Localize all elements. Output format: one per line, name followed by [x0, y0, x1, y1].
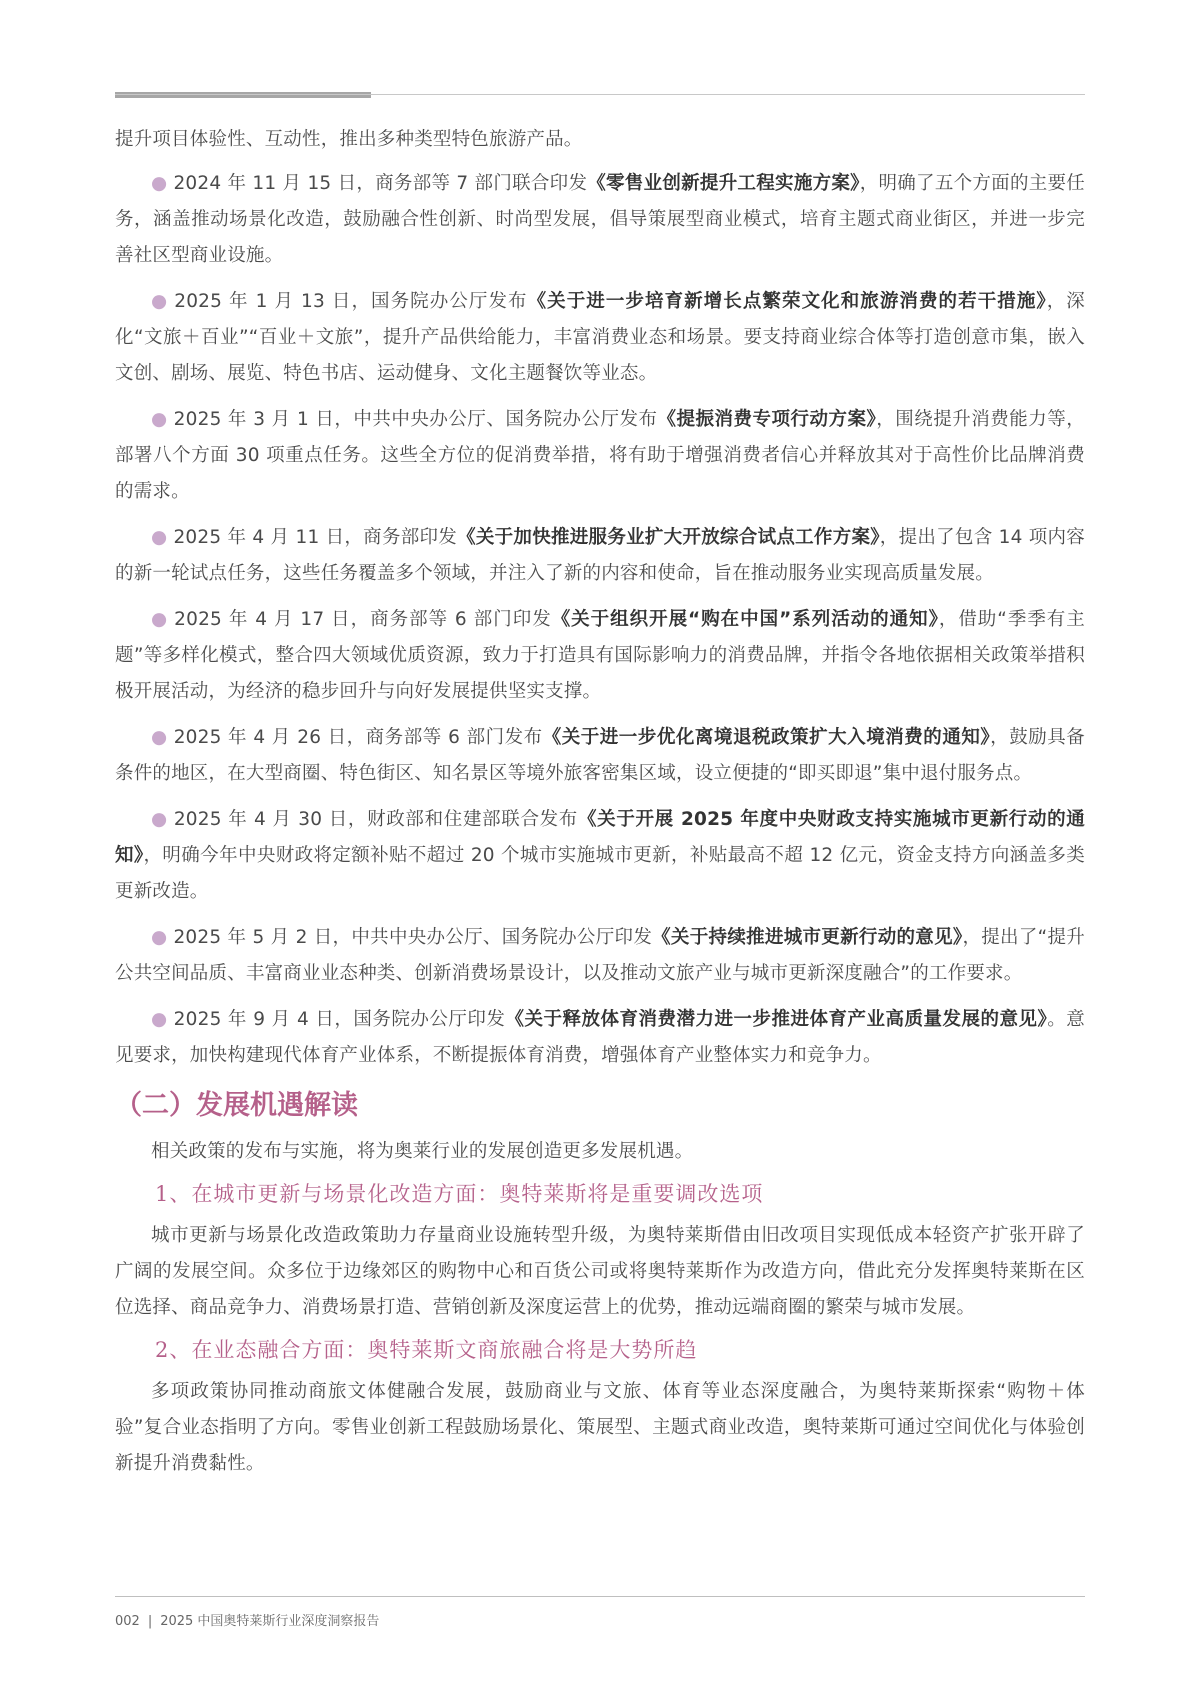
policy-date-issuer: 2025 年 1 月 13 日，国务院办公厅发布 [174, 291, 528, 312]
bullet-dot-icon: ● [151, 291, 169, 312]
policy-date-issuer: 2025 年 3 月 1 日，中共中央办公厅、国务院办公厅发布 [173, 409, 658, 430]
policy-title: 《关于进一步优化离境退税政策扩大入境消费的通知》 [542, 727, 991, 748]
subsection-title-1: 1、在城市更新与场景化改造方面：奥特莱斯将是重要调改选项 [155, 1182, 764, 1206]
page-number: 002 [115, 1614, 140, 1629]
policy-item [115, 1002, 1085, 1074]
policy-title: 《关于开展 2025 年度中央财政支持实施城市更新行动的通知》 [115, 809, 1085, 866]
subsection-body-1: 城市更新与场景化改造政策助力存量商业设施转型升级，为奥特莱斯借由旧改项目实现低成本轻资产扩张开辟了广阔的发展空间。众多位于边缘郊区的购物中心和百货公司或将奥特莱斯作为改造方向，借此充分发挥奥特莱斯在区位选择、商品竞争力、消费场景打造、营销创新及深度运营上的优势，推动远端商圈的繁荣与城市发展。 [115, 1225, 1085, 1318]
policy-item [115, 602, 1085, 710]
policy-item [115, 920, 1085, 992]
policy-summary: ，提出了包含 14 项内容的新一轮试点任务，这些任务覆盖多个领域，并注入了新的内容和使命，旨在推动服务业实现高质量发展。 [115, 527, 1086, 584]
policy-title: 《关于进一步培育新增长点繁荣文化和旅游消费的若干措施》 [527, 291, 1047, 312]
bullet-dot-icon: ● [151, 727, 168, 748]
policy-summary: ，围绕提升消费能力等，部署八个方面 30 项重点任务。这些全方位的促消费举措，将有助于增强消费者信心并释放其对于高性价比品牌消费的需求。 [115, 409, 1086, 502]
policy-summary: ，鼓励具备条件的地区，在大型商圈、特色街区、知名景区等境外旅客密集区域，设立便捷的“即买即退”集中退付服务点。 [115, 727, 1085, 784]
policy-item [115, 520, 1085, 592]
policy-date-issuer: 2025 年 9 月 4 日，国务院办公厅印发 [173, 1009, 506, 1030]
policy-item [115, 402, 1085, 510]
footer-separator: | [147, 1614, 153, 1629]
policy-title: 《零售业创新提升工程实施方案》 [587, 173, 860, 194]
policy-summary: 。意见要求，加快构建现代体育产业体系，不断提振体育消费，增强体育产业整体实力和竞争力。 [115, 1009, 1085, 1066]
policy-summary: ，明确今年中央财政将定额补贴不超过 20 个城市实施城市更新，补贴最高不超 12 亿元，资金支持方向涵盖多类更新改造。 [115, 845, 1085, 902]
policy-item [115, 284, 1085, 392]
bullet-dot-icon: ● [151, 409, 168, 430]
bullet-dot-icon: ● [151, 927, 168, 948]
page-content [115, 122, 1085, 1482]
policy-date-issuer: 2025 年 4 月 30 日，财政部和住建部联合发布 [173, 809, 578, 830]
bullet-dot-icon: ● [151, 527, 168, 548]
policy-title: 《关于释放体育消费潜力进一步推进体育产业高质量发展的意见》 [505, 1009, 1048, 1030]
policy-summary: ，借助“季季有主题”等多样化模式，整合四大领域优质资源，致力于打造具有国际影响力的消费品牌，并指令各地依据相关政策举措积极开展活动，为经济的稳步回升与向好发展提供坚实支撑。 [115, 609, 1085, 702]
report-title: 2025 中国奥特莱斯行业深度洞察报告 [160, 1614, 380, 1629]
bullet-dot-icon: ● [151, 1009, 168, 1030]
policy-item [115, 166, 1085, 274]
header-accent-bar [115, 92, 371, 98]
continuation-line: 提升项目体验性、互动性，推出多种类型特色旅游产品。 [115, 129, 583, 150]
subsection-body-2: 多项政策协同推动商旅文体健融合发展，鼓励商业与文旅、体育等业态深度融合，为奥特莱斯探索“购物＋体验”复合业态指明了方向。零售业创新工程鼓励场景化、策展型、主题式商业改造，奥特莱斯可通过空间优化与体验创新提升消费黏性。 [115, 1381, 1085, 1474]
footer-rule [115, 1596, 1085, 1597]
bullet-dot-icon: ● [151, 609, 169, 630]
policy-summary: ，深化“文旅＋百业”“百业＋文旅”，提升产品供给能力，丰富消费业态和场景。要支持商业综合体等打造创意市集，嵌入文创、剧场、展览、特色书店、运动健身、文化主题餐饮等业态。 [115, 291, 1085, 384]
policy-title: 《提振消费专项行动方案》 [657, 409, 877, 430]
section-intro: 相关政策的发布与实施，将为奥莱行业的发展创造更多发展机遇。 [151, 1141, 694, 1162]
policy-item [115, 720, 1085, 792]
subsection-title-2: 2、在业态融合方面：奥特莱斯文商旅融合将是大势所趋 [155, 1338, 698, 1362]
policy-summary: ，明确了五个方面的主要任务，涵盖推动场景化改造，鼓励融合性创新、时尚型发展，倡导策展型商业模式，培育主题式商业街区，并进一步完善社区型商业设施。 [115, 173, 1085, 266]
policy-date-issuer: 2025 年 5 月 2 日，中共中央办公厅、国务院办公厅印发 [173, 927, 653, 948]
bullet-dot-icon: ● [151, 809, 168, 830]
policy-date-issuer: 2024 年 11 月 15 日，商务部等 7 部门联合印发 [173, 173, 588, 194]
policy-date-issuer: 2025 年 4 月 17 日，商务部等 6 部门印发 [174, 609, 552, 630]
policy-summary: ，提出了“提升公共空间品质、丰富商业业态种类、创新消费场景设计，以及推动文旅产业与城市更新深度融合”的工作要求。 [115, 927, 1086, 984]
section-heading: （二）发展机遇解读 [115, 1090, 358, 1121]
policy-title: 《关于持续推进城市更新行动的意见》 [652, 927, 963, 948]
policy-list [115, 166, 1085, 1074]
policy-title: 《关于加快推进服务业扩大开放综合试点工作方案》 [457, 527, 880, 548]
policy-date-issuer: 2025 年 4 月 11 日，商务部印发 [173, 527, 458, 548]
policy-title: 《关于组织开展“购在中国”系列活动的通知》 [551, 609, 939, 630]
policy-item [115, 802, 1085, 910]
policy-date-issuer: 2025 年 4 月 26 日，商务部等 6 部门发布 [173, 727, 543, 748]
bullet-dot-icon: ● [151, 173, 168, 194]
page-footer [115, 1610, 379, 1629]
header-rule [115, 94, 1085, 95]
